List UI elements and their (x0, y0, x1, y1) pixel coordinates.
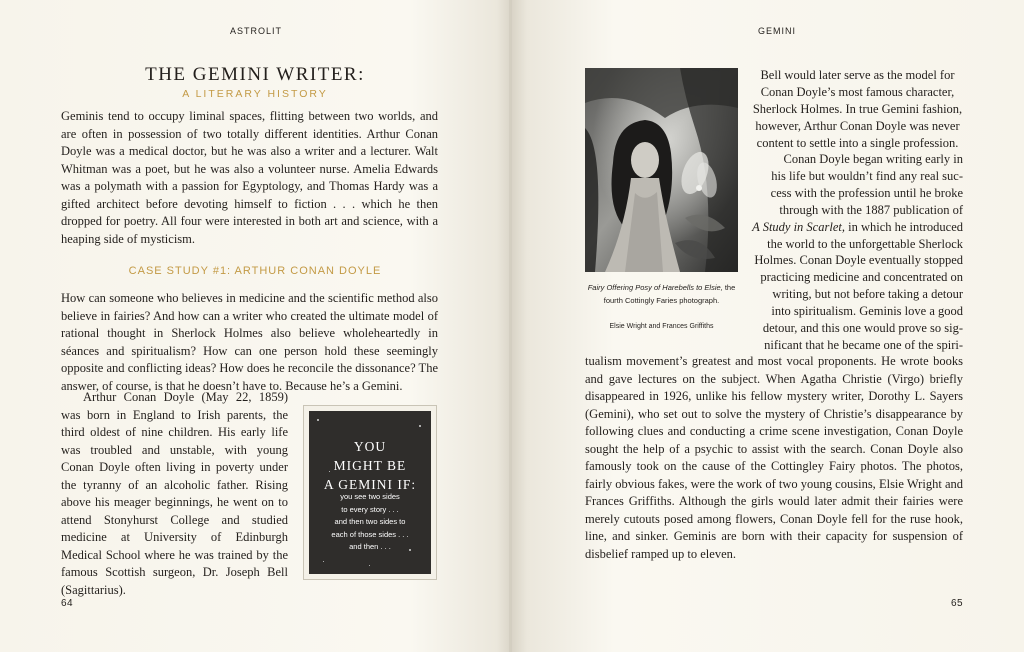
column-line-after-title: in which he introduced (844, 219, 963, 234)
sidebar-heading-line: MIGHT BE (333, 458, 407, 473)
sidebar-text-line: you see two sides (340, 492, 400, 501)
page-number-right: 65 (951, 598, 964, 609)
photo-credit: Elsie Wright and Frances Griffiths (609, 323, 714, 330)
intro-paragraph: Geminis tend to occupy liminal spaces, flitting between two worlds, and are often in possession of two totally different identities. Arthur Conan Doyle was a medical doctor, but he was also a writer and a lecturer. Walt Whitman was a poet, but he was also a volunteer nurse. Amelia Edwards was a polymath with a passion for Egyptology, and Thomas Hardy was a gifted architect before devoting himself to fiction . . . which he then dropped for poetry. All four were interested in both art and science, with a heaping side of mysticism. (61, 109, 438, 246)
chapter-subtitle: A LITERARY HISTORY (182, 88, 328, 100)
sidebar-heading (309, 437, 431, 494)
sidebar-text-line: each of those sides . . . (331, 529, 409, 539)
column-line: nificant that he became one of the spiri- (764, 337, 963, 352)
page-number-left: 64 (61, 598, 74, 609)
column-line: through with the 1887 publication of (779, 202, 963, 217)
sidebar-text-line: to every story . . . (341, 504, 399, 514)
column-line: content to settle into a single profession. (756, 135, 959, 150)
running-head-left: ASTROLIT (230, 26, 283, 36)
running-head-right: GEMINI (758, 26, 797, 36)
sidebar-panel (309, 411, 431, 574)
column-line: writing, but not before taking a detour (772, 287, 963, 302)
column-line: the world to the unforgettable Sherlock (767, 236, 963, 251)
case-study-paragraph: How can someone who believes in medicine and the scientific method also believe in fairies? And how can a writer who created the ultimate model of rational thought in Sherlock Holmes also believe wholeheartedly in séances and spiritualism? How can one person hold these seemingly opposite and conflicting ideas? How does he reconcile the dissonance? The answer, of course, is that he doesn’t have to. Because he’s a Gemini. (61, 291, 438, 393)
column-line-with-title (752, 219, 963, 236)
biography-paragraph: Arthur Conan Doyle (May 22, 1859) was born in England to Irish parents, the third oldest of nine children. His early life was troubled and unstable, with young Conan Doyle often living in poverty under the tyranny of an alcoholic father. Rising above his meager beginnings, he went on to attend Stonyhurst College and studied medicine at University of Edinburgh Medical School where he was trained by the famous Scottish surgeon, Dr. Joseph Bell (Sagittarius). (61, 390, 288, 597)
sidebar-text (309, 491, 431, 554)
chapter-title: THE GEMINI WRITER: (145, 64, 365, 85)
cottingley-fairy-photo (585, 68, 738, 272)
column-line: Holmes. Conan Doyle eventually stopped (754, 253, 963, 268)
column-line: detour, and this one would prove so sig- (762, 321, 963, 336)
star-decoration (317, 419, 319, 421)
column-line: Sherlock Holmes. In true Gemini fashion, (752, 101, 963, 116)
column-line: practicing medicine and concentrated on (760, 270, 963, 285)
case-study-heading: CASE STUDY #1: ARTHUR CONAN DOYLE (128, 265, 382, 277)
sidebar-text-line: and then . . . (349, 542, 391, 551)
photo-caption-title: Fairy Offering Posy of Harebells to Elsie, (587, 283, 723, 292)
right-column-paragraph-1 (752, 67, 963, 152)
photo-caption (585, 282, 738, 307)
right-column-paragraph-2 (752, 151, 963, 354)
column-line: Conan Doyle began writing early in (783, 152, 963, 166)
sidebar-text-line: and then two sides to (334, 517, 406, 526)
column-line: Bell would later serve as the model for (760, 68, 955, 82)
column-line: cess with the profession until he broke (770, 185, 963, 200)
sidebar-heading-line: A GEMINI IF: (323, 477, 417, 492)
column-line: into spiritualism. Geminis love a good (771, 304, 963, 319)
star-decoration (323, 561, 324, 562)
column-line: Conan Doyle’s most famous character, (760, 84, 955, 99)
column-line: however, Arthur Conan Doyle was never (755, 118, 960, 133)
column-line: his life but wouldn’t find any real suc- (771, 168, 963, 183)
book-title: A Study in Scarlet, (752, 219, 845, 234)
star-decoration (369, 565, 370, 566)
fairy-photo-image (585, 68, 738, 272)
star-decoration (419, 425, 421, 427)
sidebar-heading-line: YOU (353, 439, 387, 454)
gemini-sidebar-box (303, 405, 437, 580)
right-bottom-paragraph: tualism movement’s greatest and most vocal proponents. He wrote books and gave lectures on the subject. When Agatha Christie (Virgo) briefly disappeared in 1926, unlike his fellow mystery writer, Dorothy L. Sayers (Gemini), who set out to solve the mystery of Christie’s disappearance by following clues and conducting a crime scene investigation, Conan Doyle sought the help of a psychic to assist with the search. Conan Doyle also famously took on the cause of the Cottingley Fairy photos. The photos, fairly obvious fakes, were the work of two young cousins, Elsie Wright and Frances Griffiths. Although the girls would later admit their fairies were merely cutouts posed among flowers, Conan Doyle fell for the ruse hook, line, and sinker. Geminis are born with their capacity for suspension of disbelief ramped up to eleven. (585, 354, 963, 561)
photo-caption-rest: the fourth Cottingly Faries photograph. (603, 283, 736, 305)
